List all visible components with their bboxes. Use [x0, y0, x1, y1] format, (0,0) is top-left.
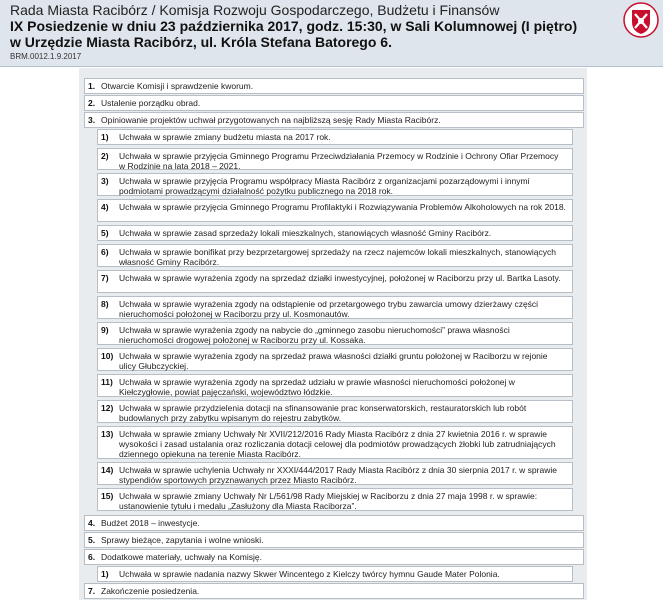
- agenda-item-7: [84, 583, 584, 599]
- sub-item-text: Uchwała w sprawie zmiany budżetu miasta na 2017 rok.: [119, 132, 331, 142]
- agenda-number: 3.: [88, 115, 96, 125]
- sub-item-text: Uchwała w sprawie nadania nazwy Skwer Wincentego z Kielczy twórcy hymnu Gaude Mater Polonia.: [119, 569, 500, 579]
- sub-item-3-9: [97, 322, 573, 345]
- document-code: BRM.0012.1.9.2017: [10, 52, 82, 61]
- sub-item-number: 13): [101, 429, 114, 439]
- sub-item-3-1: [97, 129, 573, 145]
- agenda-number: 6.: [88, 552, 96, 562]
- sub-item-3-8: [97, 296, 573, 319]
- sub-item-number: 1): [101, 132, 109, 142]
- sub-item-number: 1): [101, 569, 109, 579]
- sub-item-number: 11): [101, 377, 113, 387]
- sub-item-text: Uchwała w sprawie uchylenia Uchwały nr XXXI/444/2017 Rady Miasta Racibórz z dnia 30 sierpnia 2017 r. w sprawie stypendiów sportowych przyznawanych przez Miasto Racibórz.: [119, 465, 557, 485]
- agenda-item-6: [84, 549, 584, 565]
- sub-item-number: 8): [101, 299, 109, 309]
- sub-item-text: Uchwała w sprawie zasad sprzedaży lokali mieszkalnych, stanowiących własność Gminy Racibórz.: [119, 228, 492, 238]
- sub-item-text: Uchwała w sprawie przyjęcia Gminnego Programu Przeciwdziałania Przemocy w Rodzinie i Ochrony Ofiar Przemocy w Rodzinie na lata 2018 – 2021.: [119, 151, 559, 171]
- header-organization: Rada Miasta Racibórz / Komisja Rozwoju Gospodarczego, Budżetu i Finansów: [10, 2, 500, 18]
- sub-item-3-15: [97, 488, 573, 511]
- sub-item-number: 7): [101, 273, 109, 283]
- sub-item-text: Uchwała w sprawie wyrażenia zgody na nabycie do „gminnego zasobu nieruchomości” prawa własności nieruchomości drogowej położonej w Raciborzu przy ul. Kossaka.: [119, 325, 510, 345]
- sub-item-3-13: [97, 426, 573, 459]
- sub-item-number: 3): [101, 176, 109, 186]
- sub-item-number: 10): [101, 351, 114, 361]
- sub-item-text: Uchwała w sprawie przyjęcia Gminnego Programu Profilaktyki i Rozwiązywania Problemów Alkoholowych na rok 2018.: [119, 202, 566, 212]
- agenda-text: Sprawy bieżące, zapytania i wolne wnioski.: [101, 535, 264, 545]
- sub-item-3-10: [97, 348, 573, 371]
- agenda-number: 7.: [88, 586, 96, 596]
- agenda-text: Opiniowanie projektów uchwał przygotowanych na najbliższą sesję Rady Miasta Racibórz.: [101, 115, 441, 125]
- header-session-title: IX Posiedzenie w dniu 23 października 2017, godz. 15:30, w Sali Kolumnowej (I piętro): [10, 18, 578, 34]
- sub-item-text: Uchwała w sprawie wyrażenia zgody na odstąpienie od przetargowego trybu zawarcia umowy dzierżawy części nieruchomości położonej w Raciborzu przy ul. Kosmonautów.: [119, 299, 539, 319]
- sub-item-3-4: [97, 199, 573, 222]
- sub-item-number: 12): [101, 403, 114, 413]
- sub-item-3-11: [97, 374, 573, 397]
- sub-item-3-5: [97, 225, 573, 241]
- sub-item-number: 2): [101, 151, 109, 161]
- sub-item-3-6: [97, 244, 573, 267]
- sub-item-text: Uchwała w sprawie wyrażenia zgody na sprzedaż działki inwestycyjnej, położonej w Raciborzu przy ul. Bartka Lasoty.: [119, 273, 561, 283]
- sub-item-number: 6): [101, 247, 109, 257]
- agenda-item-3: [84, 112, 584, 128]
- sub-item-number: 5): [101, 228, 109, 238]
- agenda-number: 5.: [88, 535, 96, 545]
- city-coat-of-arms-icon: [623, 2, 659, 38]
- agenda-text: Dodatkowe materiały, uchwały na Komisję.: [101, 552, 262, 562]
- sub-item-text: Uchwała w sprawie przyjęcia Programu współpracy Miasta Racibórz z organizacjami pozarządowymi i innymi podmiotami prowadzącymi działalność pożytku publicznego na 2018 rok.: [119, 176, 530, 196]
- sub-item-3-3: [97, 173, 573, 196]
- agenda-item-1: [84, 78, 584, 94]
- agenda-number: 1.: [88, 81, 96, 91]
- agenda-item-5: [84, 532, 584, 548]
- sub-item-3-2: [97, 148, 573, 170]
- sub-item-text: Uchwała w sprawie wyrażenia zgody na sprzedaż udziału w prawie własności nieruchomości położonej w Kiełczygłowie, powiat pajęczański, województwo łódzkie.: [119, 377, 515, 397]
- sub-item-text: Uchwała w sprawie zmiany Uchwały Nr XVII/212/2016 Rady Miasta Racibórz z dnia 27 kwietnia 2016 r. w sprawie wysokości i zasad ustalania oraz rozliczania dotacji celowej dla podmiotów prowadzących żłobki lub zatrudniających dziennego opiekuna na terenie Miasta Racibórz.: [119, 429, 556, 459]
- sub-item-3-12: [97, 400, 573, 423]
- agenda-text: Ustalenie porządku obrad.: [101, 98, 201, 108]
- sub-item-3-7: [97, 270, 573, 293]
- sub-item-number: 14): [101, 465, 114, 475]
- agenda-item-4: [84, 515, 584, 531]
- sub-item-6-1: [97, 566, 573, 582]
- sub-item-text: Uchwała w sprawie przydzielenia dotacji na sfinansowanie prac konserwatorskich, restauratorskich lub robót budowlanych przy zabytku wpisanym do rejestru zabytków.: [119, 403, 527, 423]
- sub-item-text: Uchwała w sprawie bonifikat przy bezprzetargowej sprzedaży na rzecz najemców lokali mieszkalnych, stanowiących własność Gminy Racibórz.: [119, 247, 556, 267]
- sub-item-number: 15): [101, 491, 114, 501]
- agenda-text: Otwarcie Komisji i sprawdzenie kworum.: [101, 81, 254, 91]
- agenda-number: 4.: [88, 518, 96, 528]
- agenda-item-2: [84, 95, 584, 111]
- agenda-text: Budżet 2018 – inwestycje.: [101, 518, 200, 528]
- header-session-location: w Urzędzie Miasta Racibórz, ul. Króla Stefana Batorego 6.: [10, 34, 392, 50]
- sub-item-text: Uchwała w sprawie zmiany Uchwały Nr L/561/98 Rady Miejskiej w Raciborzu z dnia 27 maja 1998 r. w sprawie: ustanowienie tytułu i medalu „Zasłużony dla Miasta Raciborza”.: [119, 491, 538, 511]
- sub-item-3-14: [97, 462, 573, 485]
- sub-item-text: Uchwała w sprawie wyrażenia zgody na sprzedaż prawa własności działki gruntu położonej w Raciborzu w rejonie ulicy Głubczyckiej.: [119, 351, 548, 371]
- agenda-number: 2.: [88, 98, 96, 108]
- page-header: [0, 0, 663, 67]
- sub-item-number: 4): [101, 202, 109, 212]
- sub-item-number: 9): [101, 325, 109, 335]
- agenda-text: Zakończenie posiedzenia.: [101, 586, 200, 596]
